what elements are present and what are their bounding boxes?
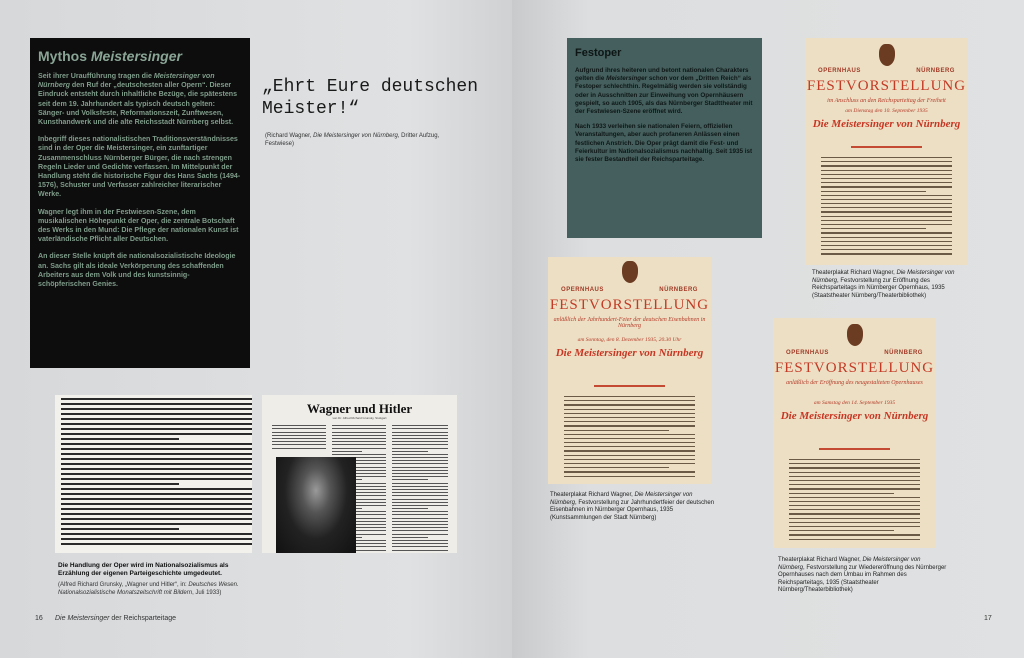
poster-1-caption: Theaterplakat Richard Wagner, Die Meistersinger von Nürnberg, Festvorstellung zur Eröffnung des Reichsparteitags im Nürnberger Opernhaus, 1935 (Staatstheater Nürnberg/Theaterbibliothek) — [812, 270, 955, 299]
article-caption-source: (Alfred Richard Grunsky, „Wagner und Hitler“, in: Deutsches Wesen. Nationalsozialistische Monatszeitschrift mit Bildern, Juli 1933) — [58, 582, 239, 596]
page-number-left: 16 — [35, 615, 43, 622]
wagner-und-hitler-article-scan — [262, 395, 457, 553]
mythos-paragraph-3: Wagner legt ihm in der Festwiesen-Szene, dem musikalischen Höhepunkt der Oper, die zentrale Botschaft des Werks in den Mund: Die Pflege der nationalen Kunst ist vaterländische Pflicht aller Deutschen. — [38, 207, 239, 244]
poster-house-right: NÜRNBERG — [916, 68, 955, 74]
poster-date: am Dienstag den 10. September 1935 — [845, 108, 928, 114]
poster-opera-title: Die Meistersinger von Nürnberg — [812, 118, 961, 130]
poster-house-left: OPERNHAUS — [561, 287, 604, 293]
poster-opera-title: Die Meistersinger von Nürnberg — [780, 410, 929, 422]
eagle-emblem-icon — [622, 261, 638, 283]
page-number-right: 17 — [984, 615, 992, 622]
poster-date: am Sonntag, den 8. Dezember 1935, 20.30 Uhr — [577, 337, 682, 343]
poster-house-left: OPERNHAUS — [786, 350, 829, 356]
article-heading: Wagner und Hitler — [306, 401, 413, 416]
running-title: Die Meistersinger der Reichsparteitage — [55, 615, 177, 622]
poster-2-caption: Theaterplakat Richard Wagner, Die Meistersinger von Nürnberg, Festvorstellung zur Jahrhundertfeier der deutschen Eisenbahnen im Nürnberger Opernhaus, 1935 (Kunstsammlungen der Stadt Nürnberg) — [550, 492, 715, 521]
poster-house-right: NÜRNBERG — [659, 287, 698, 293]
mythos-textbox — [30, 38, 250, 368]
poster-house-left: OPERNHAUS — [818, 68, 861, 74]
fraktur-document-scan — [55, 395, 252, 553]
festoper-paragraph-2: Nach 1933 verleihen sie nationalen Feiern, offiziellen Veranstaltungen, aber auch profaneren Anlässen einen festlichen Anstrich. Die Oper prägt damit die Fest- und Feierkultur im Nationalsozialismus nachhaltig. Seit 1935 ist sie fester Bestandteil der Reichsparteitage. — [575, 123, 753, 164]
mythos-title: Mythos Meistersinger — [38, 48, 182, 64]
poster-occasion: anläßlich der Jahrhundert-Feier der deutschen Eisenbahnen in Nürnberg — [553, 317, 706, 329]
article-caption-bold: Die Handlung der Oper wird im Nationalsozialismus als Erzählung der eigenen Parteigeschichte umgedeutet. — [58, 562, 229, 577]
poster-fest-heading: FESTVORSTELLUNG — [549, 297, 710, 313]
wagner-quote: „Ehrt Eure deutschen Meister!“ — [262, 77, 479, 119]
article-byline: von Dr. Alfred Richard Grunsky, Stuttgart — [332, 416, 387, 420]
poster-house-right: NÜRNBERG — [884, 350, 923, 356]
poster-eisenbahn-jahrhundertfeier — [548, 257, 711, 484]
poster-occasion: anläßlich der Eröffnung des neugestalteten Opernhauses — [786, 380, 923, 386]
poster-opernhaus-wiedereroeffnung — [773, 318, 936, 548]
poster-occasion: im Anschluss an den Reichsparteitag der Freiheit — [827, 98, 946, 104]
festoper-paragraph-1: Aufgrund ihres heiteren und betont nationalen Charakters gelten die Meistersinger schon vor dem „Dritten Reich“ als Festoper schlechthin. Regelmäßig werden sie vollständig oder in Ausschnitten zur Einweihung von Opernhäusern gespielt, so auch 1905, als das Nürnberger Stadttheater mit der Festwiesen-Szene eröffnet wird. — [575, 67, 753, 116]
poster-opera-title: Die Meistersinger von Nürnberg — [555, 347, 704, 359]
mythos-paragraph-2: Inbegriff dieses nationalistischen Traditionsverständnisses sind in der Oper die Meistersinger, ein zunftartiger Zusammenschluss Nürnberger Bürger, die nach strengen Regeln Lieder und Gedichte verfassen. Im Mittelpunkt der Handlung steht die historische Figur des Hans Sachs (1494-1576), Schuster und Verfasser zahlreicher literarischer Werke. — [38, 135, 241, 199]
poster-3-caption: Theaterplakat Richard Wagner, Die Meistersinger von Nürnberg, Festvorstellung zur Wiedereröffnung des Nürnberger Opernhauses nach dem Umbau im Rahmen des Reichsparteitags, 1935 (Staatstheater Nürnberg/Theaterbibliothek) — [778, 557, 947, 594]
poster-fest-heading: FESTVORSTELLUNG — [806, 78, 967, 94]
mythos-paragraph-4: An dieser Stelle knüpft die nationalsozialistische Ideologie an. Sachs gilt als ideale Verkörperung des schaffenden Arbeiters aus dem Volk und des kunstsinnig-schöpferischen Genies. — [38, 252, 236, 289]
poster-date: am Samstag den 14. September 1935 — [813, 400, 896, 406]
mythos-paragraph-1: Seit ihrer Uraufführung tragen die Meistersinger von Nürnberg den Ruf der „deutschesten aller Opern“. Dieser Eindruck entsteht durch inhaltliche Bezüge, die spätestens seit dem 19. Jahrhundert als typisch deutsch gelten: Sänger- und Volksfeste, Reformationszeit, Zunftwesen, Kunsthandwerk und die alte Reichsstadt Nürnberg selbst. — [38, 72, 238, 127]
poster-reichsparteitag-freiheit — [805, 38, 968, 265]
quote-citation: (Richard Wagner, Die Meistersinger von Nürnberg, Dritter Aufzug, Festwiese) — [265, 133, 440, 147]
wagner-portrait-image — [276, 457, 356, 553]
eagle-emblem-icon — [879, 44, 895, 66]
poster-fest-heading: FESTVORSTELLUNG — [774, 360, 935, 376]
eagle-emblem-icon — [847, 324, 863, 346]
festoper-title: Festoper — [575, 47, 622, 59]
festoper-textbox — [567, 38, 762, 238]
